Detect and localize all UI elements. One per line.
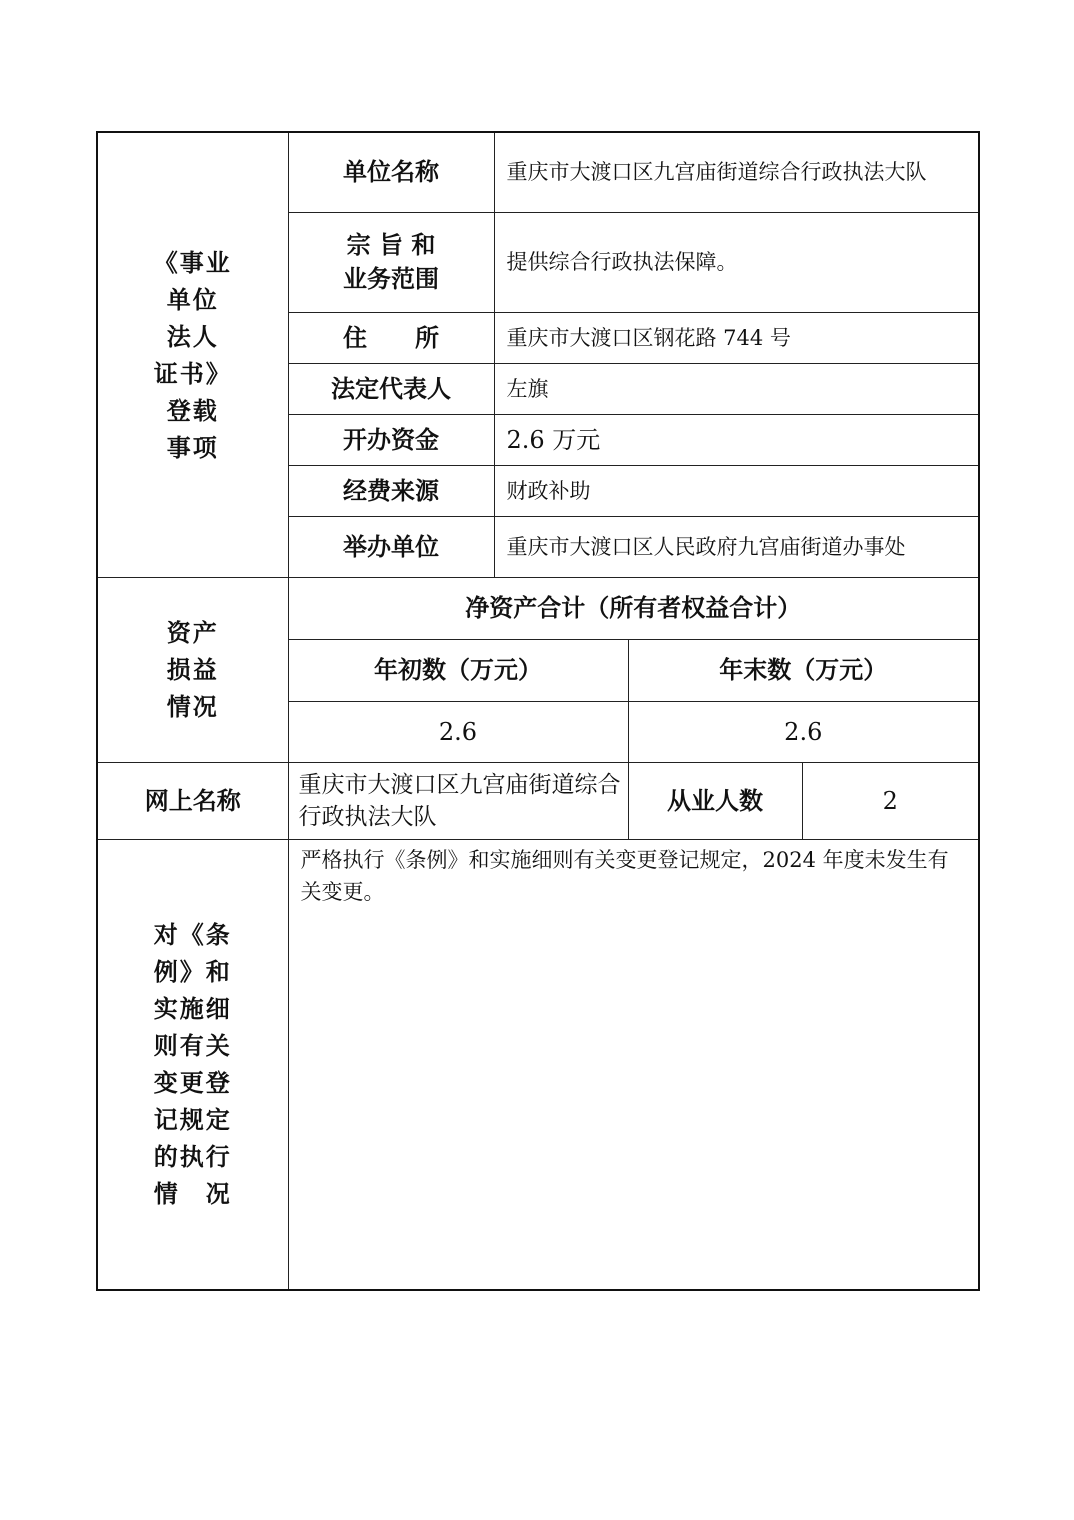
legal-representative-label: 法定代表人 xyxy=(288,363,494,414)
certificate-section-label: 《事业 单位 法人 证书》 登载 事项 xyxy=(97,132,288,577)
begin-year-value: 2.6 xyxy=(288,701,628,762)
assets-section-label: 资产 损益 情况 xyxy=(97,577,288,762)
purpose-scope-value: 提供综合行政执法保障。 xyxy=(494,212,979,312)
online-name-label: 网上名称 xyxy=(97,762,288,839)
address-value: 重庆市大渡口区钢花路 744 号 xyxy=(494,312,979,363)
start-capital-value: 2.6 万元 xyxy=(494,414,979,465)
funding-source-value: 财政补助 xyxy=(494,465,979,516)
staff-count-value: 2 xyxy=(802,762,979,839)
begin-year-header: 年初数（万元） xyxy=(288,639,628,701)
unit-name-label: 单位名称 xyxy=(288,132,494,212)
end-year-value: 2.6 xyxy=(628,701,979,762)
compliance-section-label: 对《条 例》和 实施细 则有关 变更登 记规定 的执行 情 况 xyxy=(97,839,288,1290)
start-capital-label: 开办资金 xyxy=(288,414,494,465)
address-label: 住 所 xyxy=(288,312,494,363)
registration-form-table xyxy=(96,131,980,1291)
compliance-text: 严格执行《条例》和实施细则有关变更登记规定，2024 年度未发生有关变更。 xyxy=(288,839,979,1290)
legal-representative-value: 左旗 xyxy=(494,363,979,414)
funding-source-label: 经费来源 xyxy=(288,465,494,516)
sponsor-unit-value: 重庆市大渡口区人民政府九宫庙街道办事处 xyxy=(494,516,979,577)
net-assets-header: 净资产合计（所有者权益合计） xyxy=(288,577,979,639)
purpose-scope-label: 宗 旨 和 业务范围 xyxy=(288,212,494,312)
staff-count-label: 从业人数 xyxy=(628,762,802,839)
unit-name-value: 重庆市大渡口区九宫庙街道综合行政执法大队 xyxy=(494,132,979,212)
end-year-header: 年末数（万元） xyxy=(628,639,979,701)
sponsor-unit-label: 举办单位 xyxy=(288,516,494,577)
online-name-value: 重庆市大渡口区九宫庙街道综合行政执法大队 xyxy=(288,762,628,839)
